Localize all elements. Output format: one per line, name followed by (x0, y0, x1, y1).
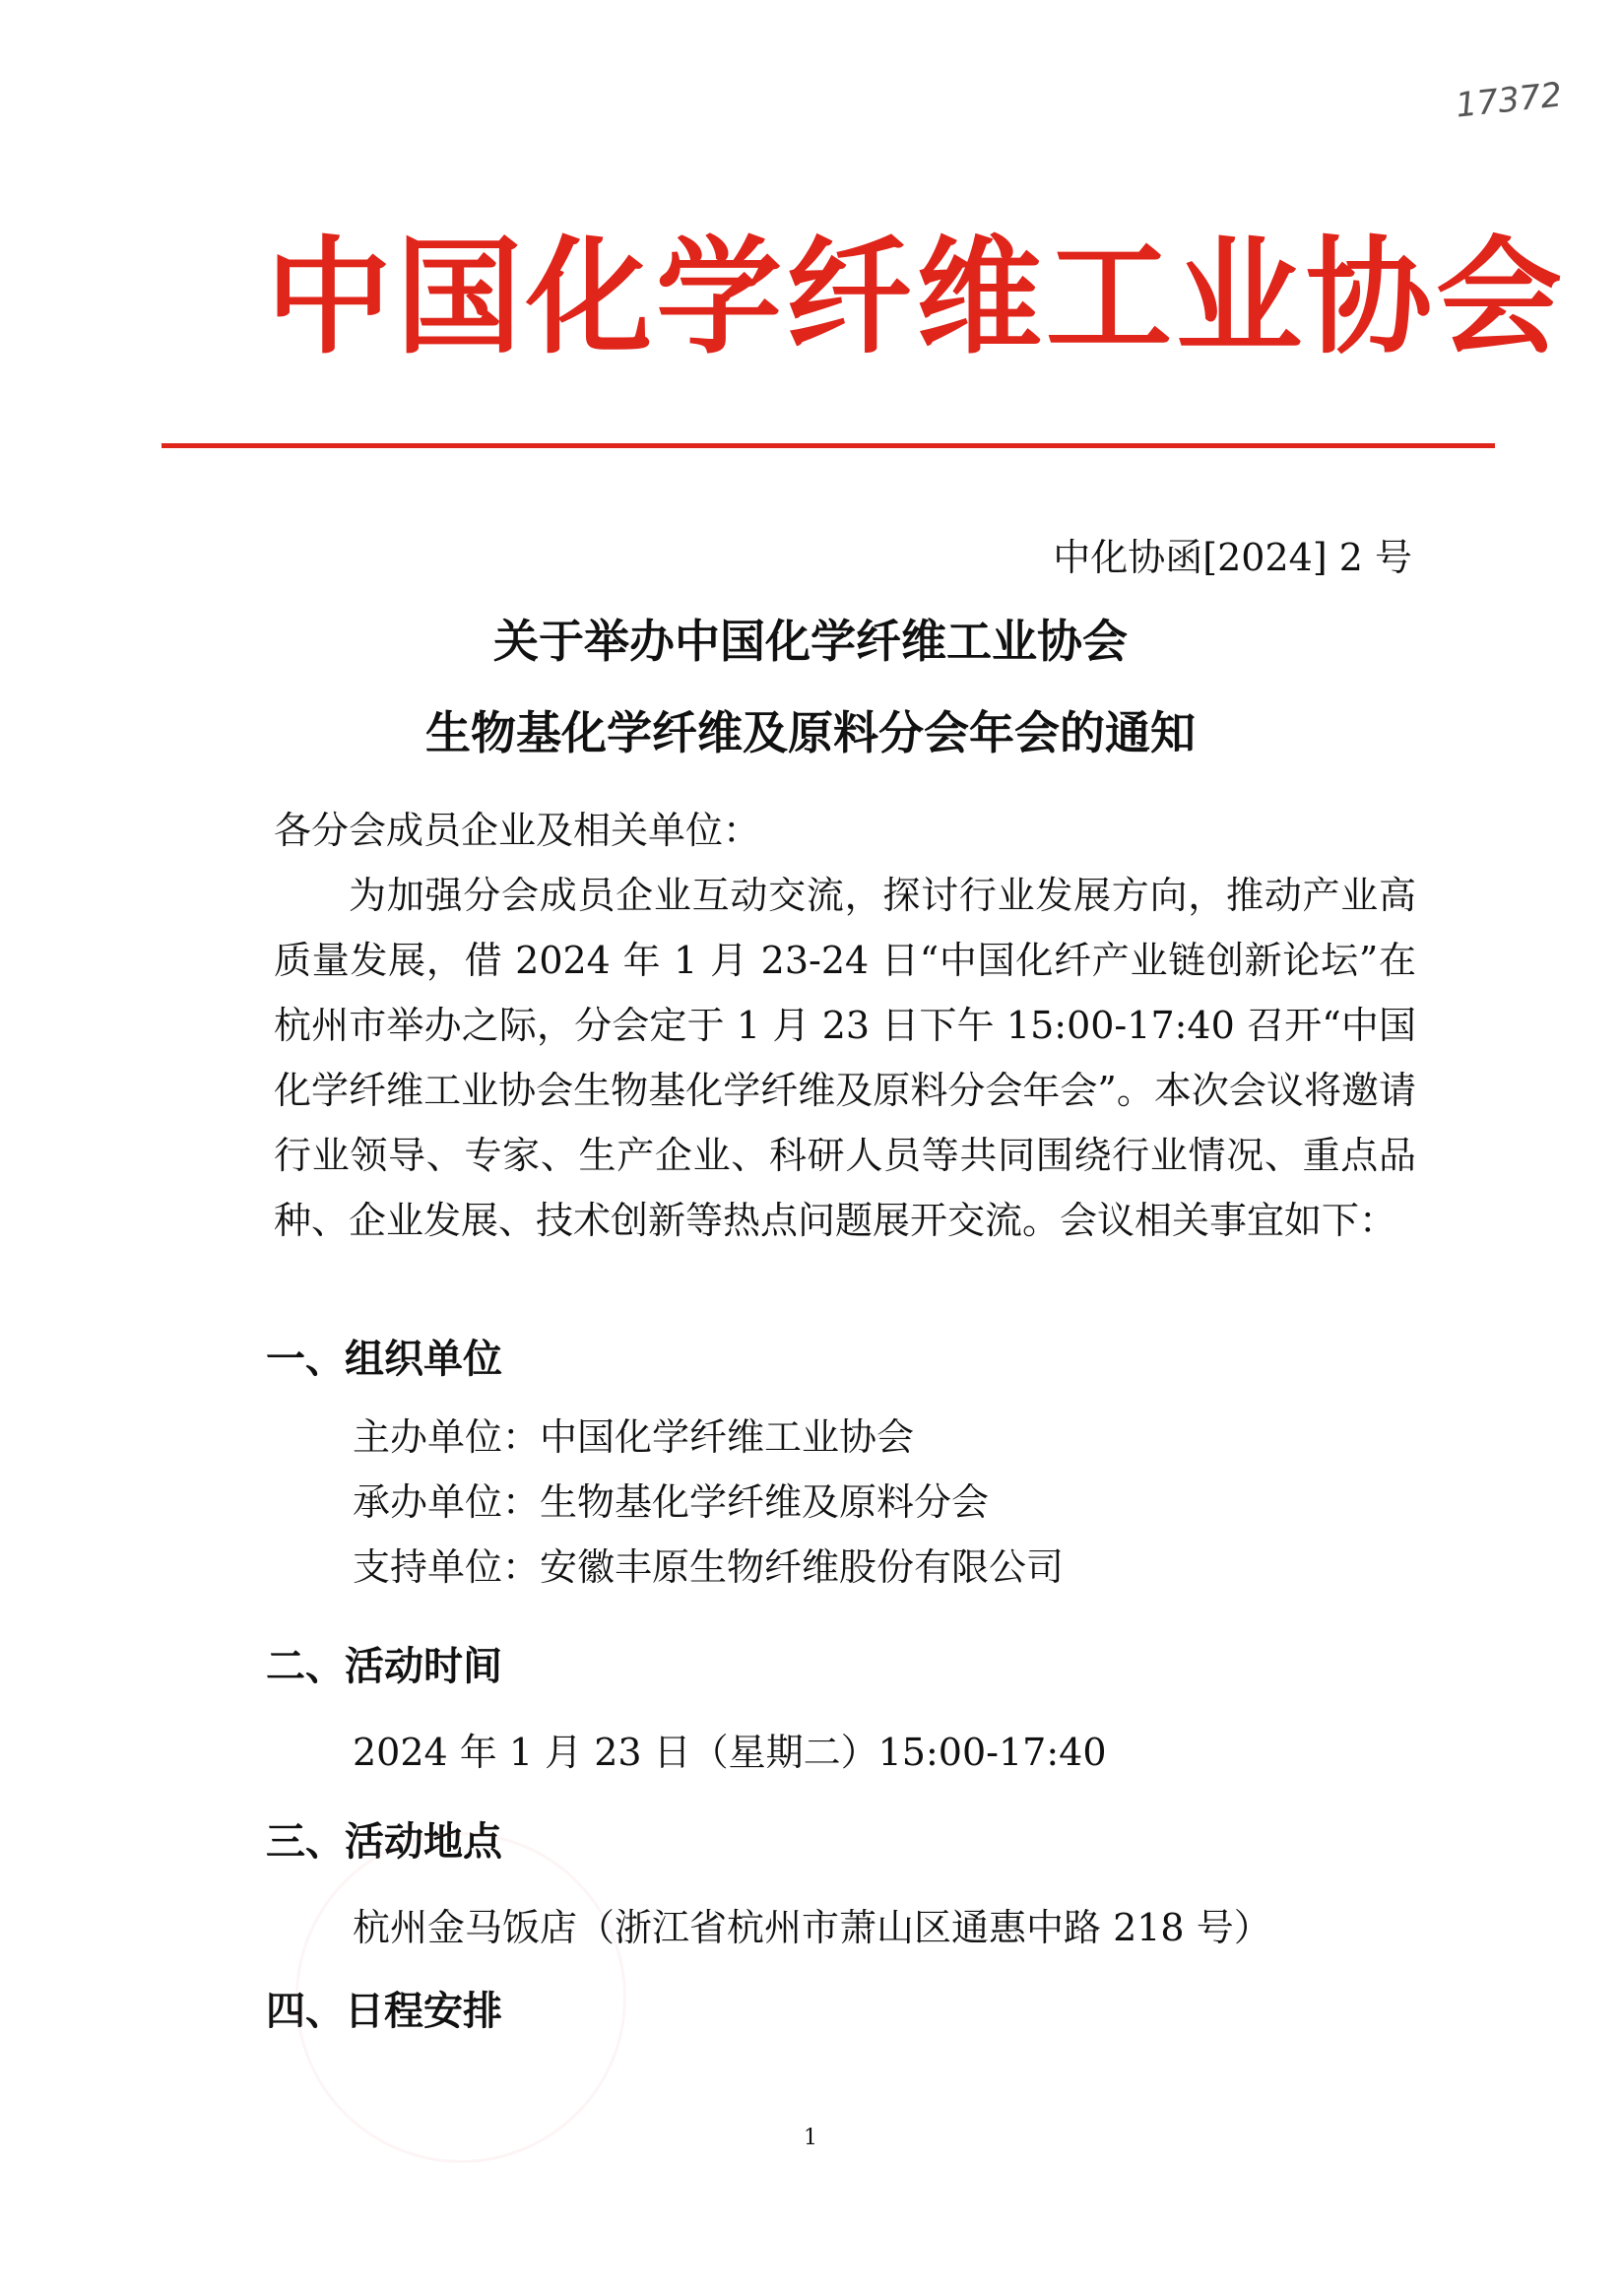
section-heading-location: 三、活动地点 (266, 1819, 502, 1865)
salutation: 各分会成员企业及相关单位： (274, 809, 761, 852)
intro-paragraph: 为加强分会成员企业互动交流，探讨行业发展方向，推动产业高质量发展，借 2024 年 1 月 23-24 日“中国化纤产业链创新论坛”在杭州市举办之际，分会定于 1 月 23 日下午 15:00-17:40 召开“中国化学纤维工业协会生物基化学纤维及原料分会年会”。本次会议将邀请行业领导、专家、生产企业、科研人员等共同围绕行业情况、重点品种、企业发展、技术创新等热点问题展开交流。会议相关事宜如下： (274, 874, 1416, 1242)
document-number: 中化协函[2024] 2 号 (1053, 536, 1412, 579)
title-line-2: 生物基化学纤维及原料分会年会的通知 (425, 706, 1196, 759)
organization-letterhead: 中国化学纤维工业协会 (266, 224, 1567, 371)
letterhead-divider (162, 443, 1495, 448)
page-number: 1 (804, 2126, 817, 2150)
supporter-unit: 支持单位：安徽丰原生物纤维股份有限公司 (353, 1545, 1065, 1589)
section-heading-schedule: 四、日程安排 (266, 1989, 502, 2034)
title-line-1: 关于举办中国化学纤维工业协会 (493, 615, 1128, 668)
host-unit: 主办单位：中国化学纤维工业协会 (353, 1415, 915, 1459)
event-location: 杭州金马饭店（浙江省杭州市萧山区通惠中路 218 号） (353, 1906, 1271, 1949)
section-heading-organizers: 一、组织单位 (266, 1337, 502, 1382)
faint-stamp-mark (295, 1832, 626, 2163)
section-heading-time: 二、活动时间 (266, 1644, 502, 1689)
event-time: 2024 年 1 月 23 日（星期二）15:00-17:40 (353, 1731, 1107, 1774)
organizer-unit: 承办单位：生物基化学纤维及原料分会 (353, 1480, 990, 1524)
handwritten-note: 17372 (1454, 75, 1564, 126)
